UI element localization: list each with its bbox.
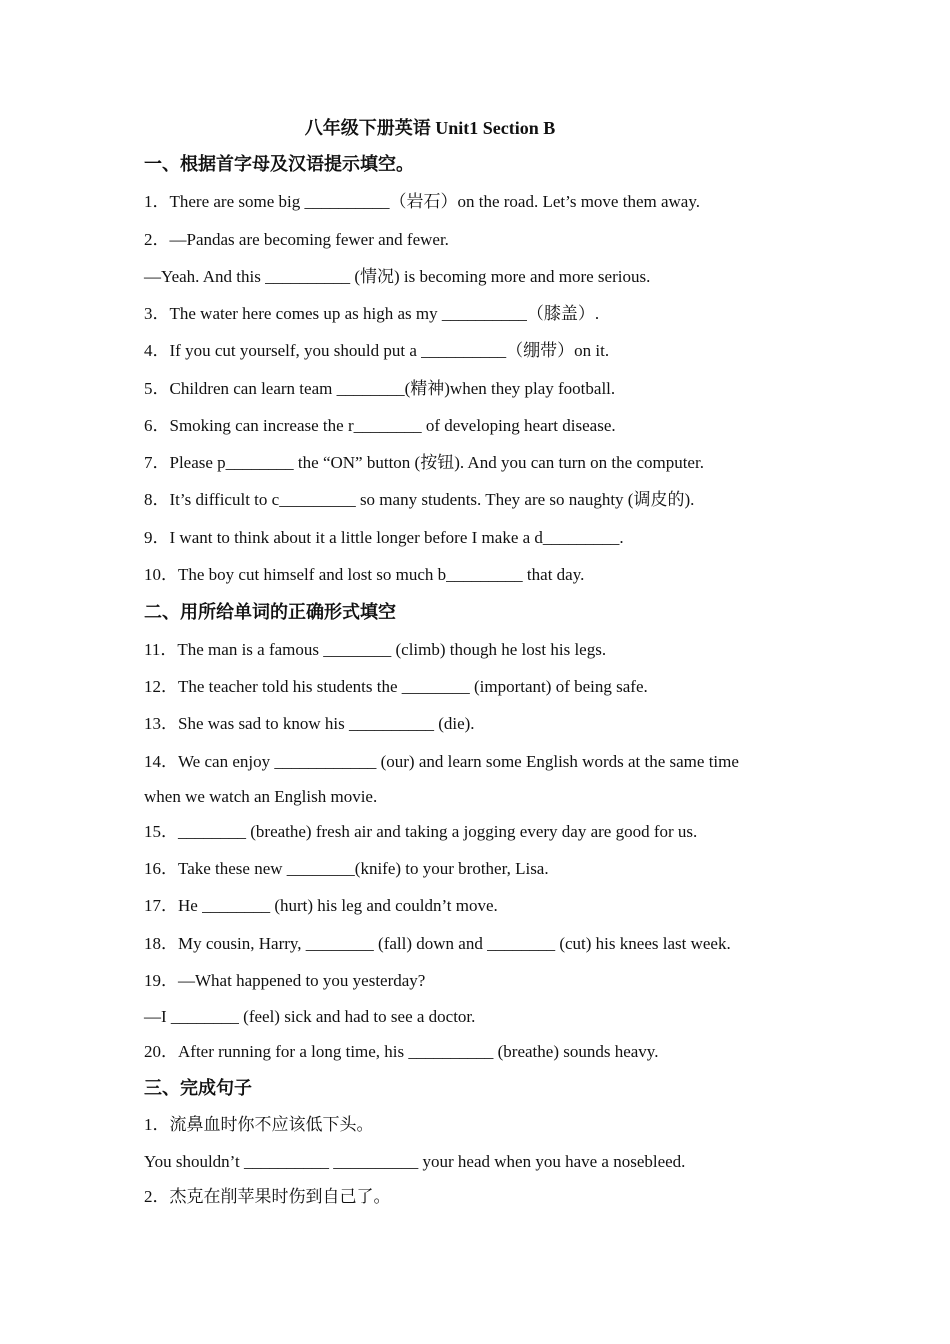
question-line: 1．流鼻血时你不应该低下头。	[144, 1115, 374, 1134]
question-line: 2．杰克在削苹果时伤到自己了。	[144, 1187, 391, 1206]
question-line: 1．There are some big __________（岩石）on the road. Let’s move them away.	[144, 192, 700, 211]
section-heading: 三、完成句子	[144, 1078, 252, 1098]
question-line: 4．If you cut yourself, you should put a __________（绷带）on it.	[144, 341, 610, 360]
question-line: 5．Children can learn team ________(精神)when they play football.	[144, 379, 616, 398]
question-line: 16．Take these new ________(knife) to your brother, Lisa.	[144, 859, 549, 878]
question-line: 11．The man is a famous ________ (climb) though he lost his legs.	[144, 640, 607, 659]
question-line: —I ________ (feel) sick and had to see a doctor.	[144, 1007, 476, 1026]
question-line: 6．Smoking can increase the r________ of developing heart disease.	[144, 416, 616, 435]
question-line: 7．Please p________ the “ON” button (按钮). And you can turn on the computer.	[144, 453, 704, 472]
question-line: 17．He ________ (hurt) his leg and couldn’t move.	[144, 896, 498, 915]
question-line: 20．After running for a long time, his __________ (breathe) sounds heavy.	[144, 1042, 659, 1061]
question-line: 9．I want to think about it a little longer before I make a d_________.	[144, 528, 624, 547]
question-line: 2．—Pandas are becoming fewer and fewer.	[144, 230, 449, 249]
question-line: 15．________ (breathe) fresh air and taking a jogging every day are good for us.	[144, 822, 698, 841]
question-line: 18．My cousin, Harry, ________ (fall) down and ________ (cut) his knees last week.	[144, 934, 731, 953]
question-line: 3．The water here comes up as high as my __________（膝盖）.	[144, 304, 600, 323]
section-heading: 一、根据首字母及汉语提示填空。	[144, 154, 414, 174]
question-line: You shouldn’t __________ __________ your head when you have a nosebleed.	[144, 1152, 686, 1171]
question-line: —Yeah. And this __________ (情况) is becoming more and more serious.	[144, 267, 651, 286]
question-line: 12．The teacher told his students the ________ (important) of being safe.	[144, 677, 648, 696]
question-line: when we watch an English movie.	[144, 787, 378, 806]
question-line: 10．The boy cut himself and lost so much b_________ that day.	[144, 565, 585, 584]
worksheet-title: 八年级下册英语 Unit1 Section B	[304, 118, 556, 138]
section-heading: 二、用所给单词的正确形式填空	[144, 602, 396, 622]
question-line: 14．We can enjoy ____________ (our) and learn some English words at the same time	[144, 752, 739, 771]
question-line: 19．—What happened to you yesterday?	[144, 971, 426, 990]
question-line: 13．She was sad to know his __________ (die).	[144, 714, 475, 733]
question-line: 8．It’s difficult to c_________ so many students. They are so naughty (调皮的).	[144, 490, 695, 509]
